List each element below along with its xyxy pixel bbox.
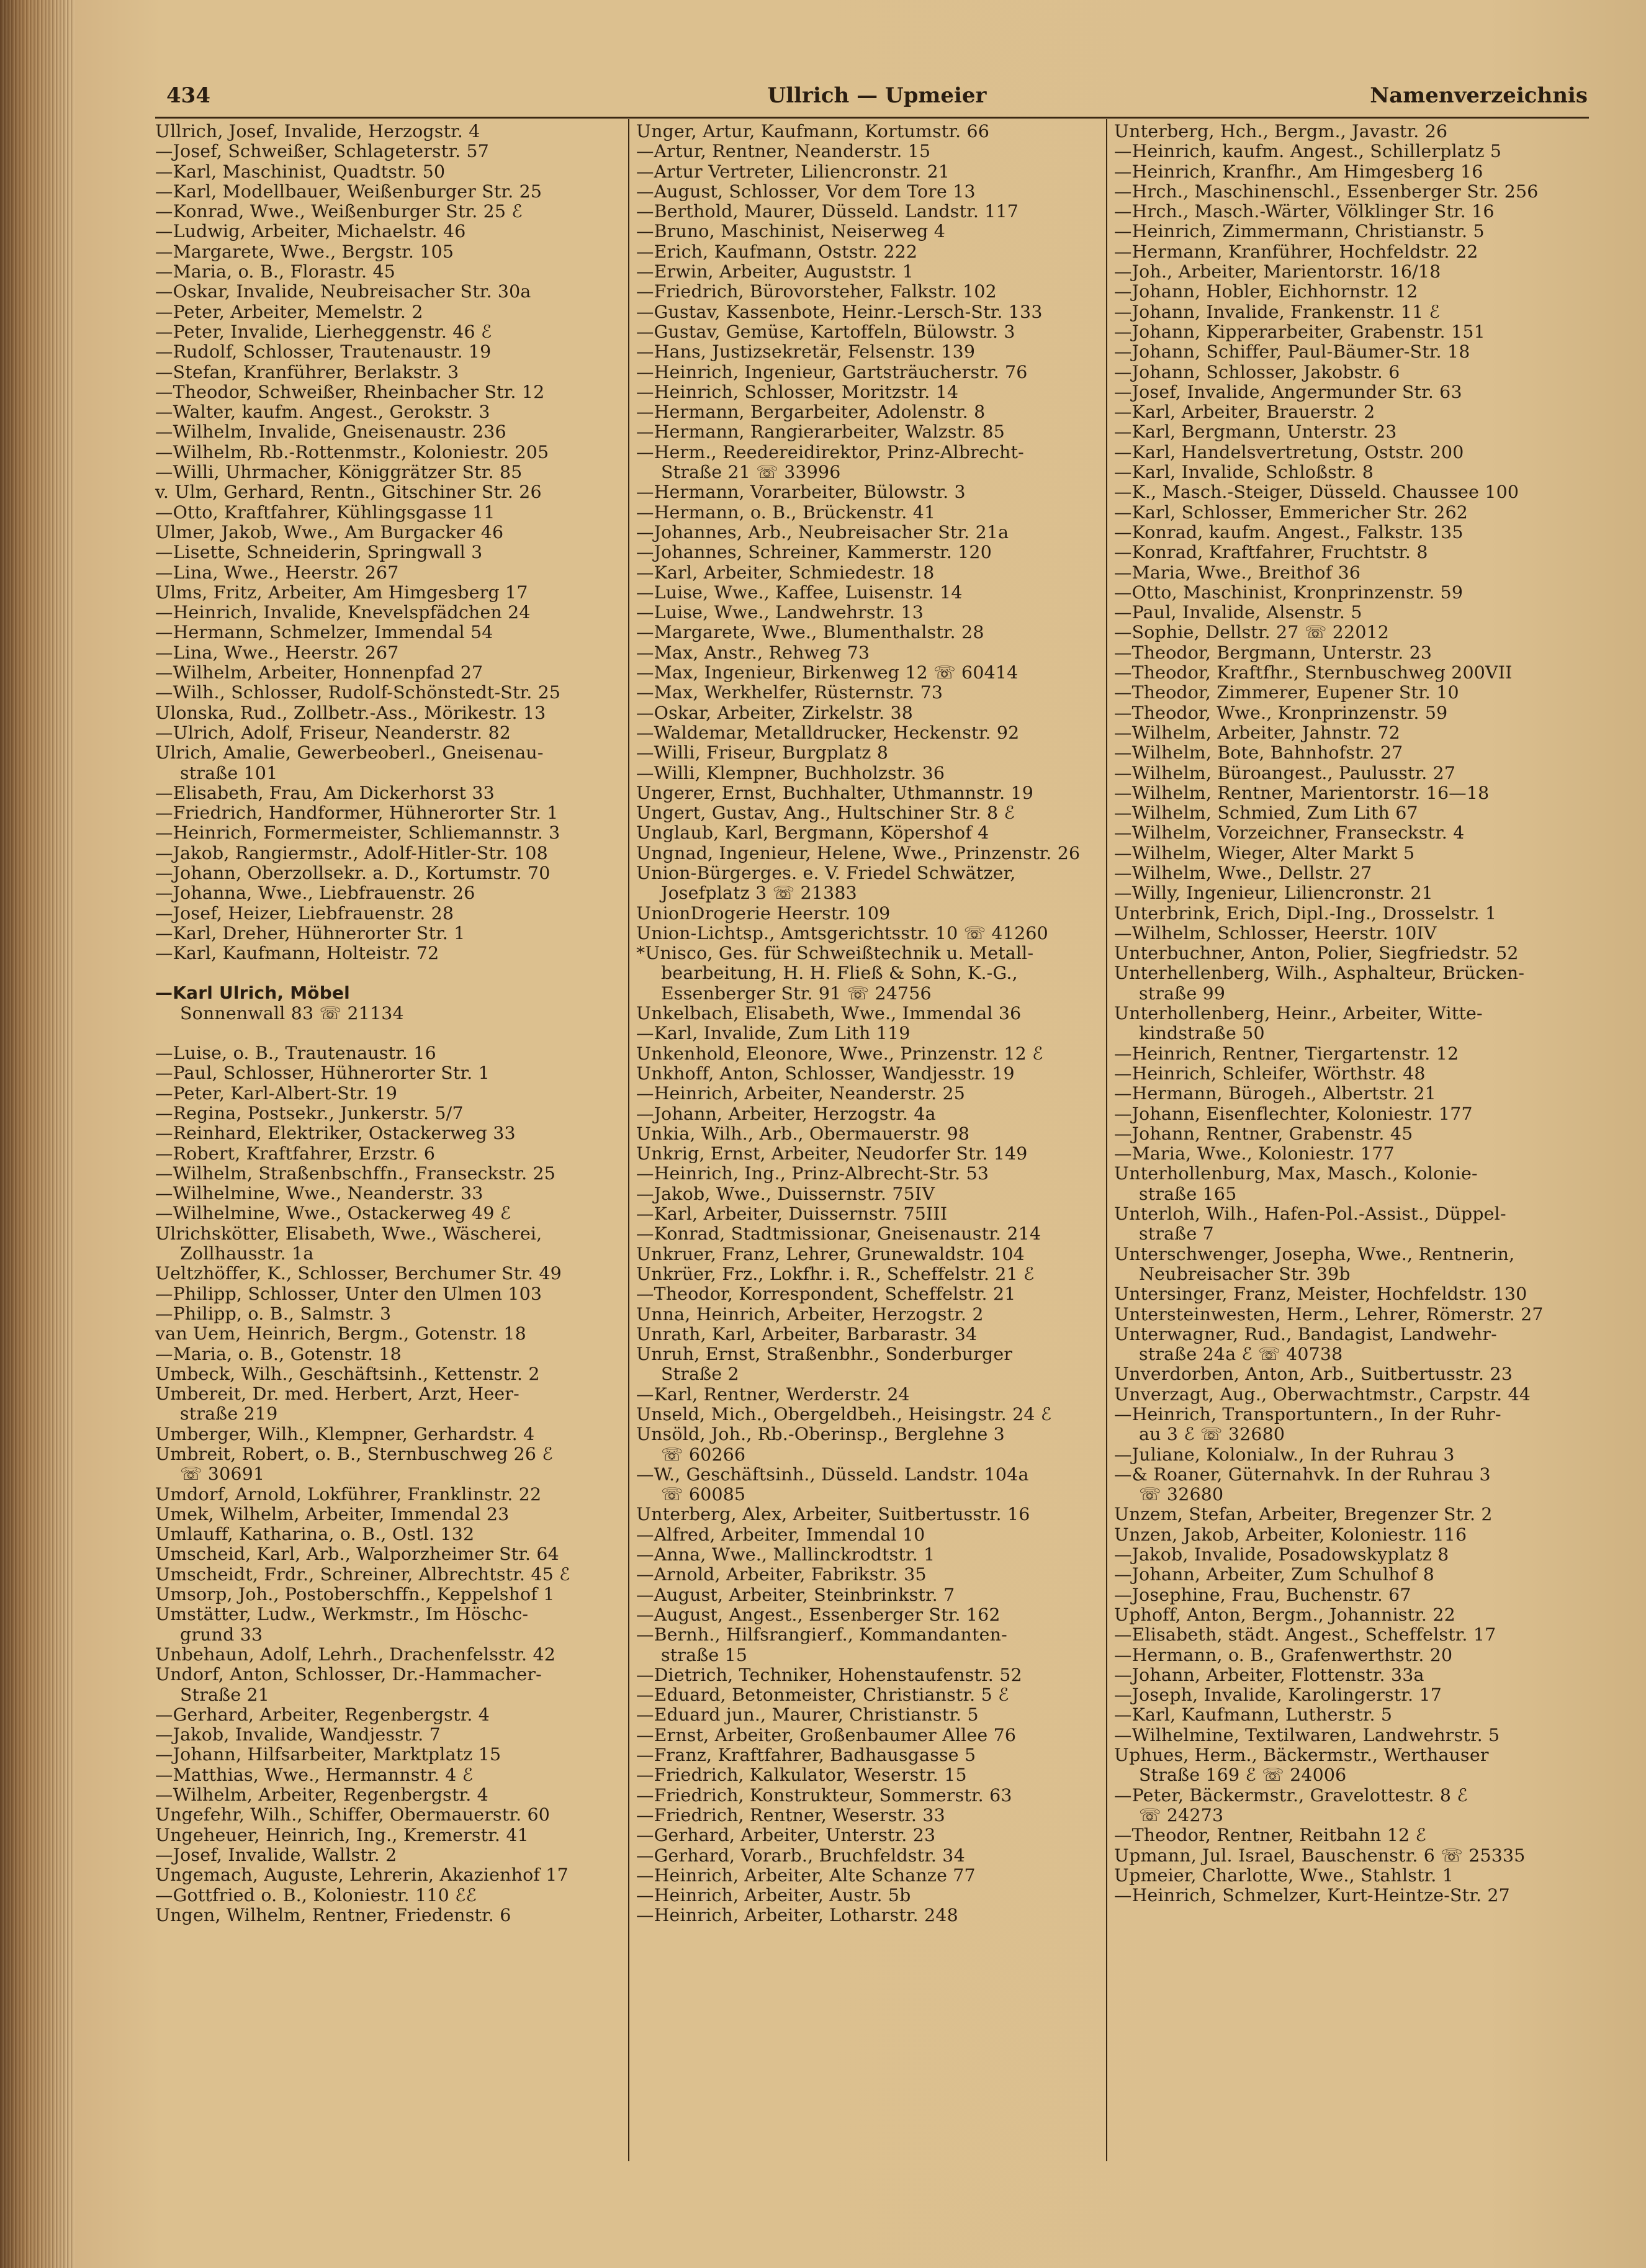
directory-entry: Umstätter, Ludw., Werkmstr., Im Höschc-	[155, 1604, 529, 1625]
directory-entry: Unna, Heinrich, Arbeiter, Herzogstr. 2	[636, 1303, 984, 1325]
directory-entry: Zollhausstr. 1a	[180, 1243, 314, 1264]
directory-entry: —Johann, Kipperarbeiter, Grabenstr. 151	[1114, 321, 1485, 342]
directory-entry: —Wilhelm, Büroangest., Paulusstr. 27	[1114, 762, 1456, 783]
directory-entry: Ulms, Fritz, Arbeiter, Am Himgesberg 17	[155, 582, 528, 603]
directory-entry: —Lina, Wwe., Heerstr. 267	[155, 642, 399, 663]
directory-entry: Upmann, Jul. Israel, Bauschenstr. 6 ☏ 25335	[1114, 1845, 1526, 1866]
directory-entry: —Erwin, Arbeiter, Auguststr. 1	[636, 261, 914, 282]
directory-entry: —Karl, Invalide, Zum Lith 119	[636, 1023, 911, 1044]
directory-entry: —Franz, Kraftfahrer, Badhausgasse 5	[636, 1745, 976, 1766]
header-rule	[155, 117, 1589, 119]
directory-entry: Ulrich, Amalie, Gewerbeoberl., Gneisenau-	[155, 742, 544, 763]
directory-entry: —Jakob, Rangiermstr., Adolf-Hitler-Str. 108	[155, 842, 548, 863]
directory-entry: —Hermann, Schmelzer, Immendal 54	[155, 622, 493, 643]
directory-entry: —Konrad, Stadtmissionar, Gneisenaustr. 214	[636, 1223, 1041, 1244]
directory-entry: —Erich, Kaufmann, Oststr. 222	[636, 241, 918, 262]
directory-entry: —Jakob, Invalide, Posadowskyplatz 8	[1114, 1544, 1449, 1565]
directory-entry: —Wilhelm, Arbeiter, Honnenpfad 27	[155, 662, 483, 683]
directory-entry: Ungerer, Ernst, Buchhalter, Uthmannstr. 19	[636, 782, 1034, 803]
column-divider	[1106, 119, 1107, 2161]
directory-entry: Umberger, Wilh., Klempner, Gerhardstr. 4	[155, 1423, 535, 1444]
directory-entry: Union-Bürgerges. e. V. Friedel Schwätzer,	[636, 862, 1016, 883]
directory-entry: —Hrch., Masch.-Wärter, Völklinger Str. 16	[1114, 201, 1495, 222]
directory-entry: —Heinrich, Rentner, Tiergartenstr. 12	[1114, 1043, 1459, 1064]
directory-entry: —Karl Ulrich, Möbel	[155, 983, 350, 1004]
directory-entry: —Arnold, Arbeiter, Fabrikstr. 35	[636, 1564, 927, 1585]
directory-entry: ☏ 24273	[1139, 1804, 1224, 1825]
directory-entry: —Johann, Schiffer, Paul-Bäumer-Str. 18	[1114, 341, 1470, 362]
directory-entry: —Johann, Oberzollsekr. a. D., Kortumstr. 70	[155, 862, 551, 883]
directory-entry: —Karl, Arbeiter, Brauerstr. 2	[1114, 402, 1375, 423]
directory-entry: —Berthold, Maurer, Düsseld. Landstr. 117	[636, 201, 1019, 222]
directory-entry: —Karl, Handelsvertretung, Oststr. 200	[1114, 441, 1464, 462]
directory-entry: —Wilhelm, Straßenbschffn., Franseckstr. 25	[155, 1163, 556, 1184]
directory-entry: —Johann, Rentner, Grabenstr. 45	[1114, 1123, 1413, 1144]
directory-entry: —Karl, Arbeiter, Duissernstr. 75III	[636, 1204, 948, 1225]
directory-entry: Uphues, Herm., Bäckermstr., Werthauser	[1114, 1745, 1489, 1766]
directory-entry: kindstraße 50	[1139, 1023, 1265, 1044]
directory-entry: Straße 169 ℰ ☏ 24006	[1139, 1765, 1347, 1786]
directory-entry: —Reinhard, Elektriker, Ostackerweg 33	[155, 1123, 516, 1144]
directory-entry: Unseld, Mich., Obergeldbeh., Heisingstr. 24 ℰ	[636, 1404, 1052, 1424]
directory-column-2	[636, 122, 1095, 1926]
directory-entry: —Hermann, Vorarbeiter, Bülowstr. 3	[636, 482, 966, 503]
directory-entry: —Wilhelm, Wwe., Dellstr. 27	[1114, 862, 1372, 883]
directory-entry: —Theodor, Schweißer, Rheinbacher Str. 12	[155, 381, 545, 402]
directory-entry: ☏ 60266	[661, 1444, 746, 1465]
directory-entry: —Peter, Arbeiter, Memelstr. 2	[155, 301, 423, 322]
directory-entry: —Heinrich, Schlosser, Moritzstr. 14	[636, 381, 959, 402]
directory-entry: Unverdorben, Anton, Arb., Suitbertusstr. 23	[1114, 1364, 1513, 1385]
directory-entry: straße 219	[180, 1403, 278, 1424]
directory-entry: —Heinrich, Ingenieur, Gartsträucherstr. 76	[636, 361, 1028, 382]
directory-entry: *Unisco, Ges. für Schweißtechnik u. Metall-	[636, 943, 1034, 964]
directory-entry: —Heinrich, Arbeiter, Austr. 5b	[636, 1885, 911, 1906]
directory-entry: Ulonska, Rud., Zollbetr.-Ass., Mörikestr. 13	[155, 702, 546, 723]
directory-entry: —Heinrich, Arbeiter, Neanderstr. 25	[636, 1083, 966, 1104]
directory-entry: Essenberger Str. 91 ☏ 24756	[661, 983, 932, 1004]
directory-entry: Unterloh, Wilh., Hafen-Pol.-Assist., Düppel-	[1114, 1204, 1506, 1225]
directory-entry: —Konrad, Wwe., Weißenburger Str. 25 ℰ	[155, 201, 523, 222]
directory-entry: —Robert, Kraftfahrer, Erzstr. 6	[155, 1143, 436, 1164]
directory-entry: —Friedrich, Kalkulator, Weserstr. 15	[636, 1765, 967, 1786]
directory-entry: —Heinrich, Invalide, Knevelspfädchen 24	[155, 602, 531, 623]
directory-entry: —Johann, Schlosser, Jakobstr. 6	[1114, 361, 1400, 382]
directory-entry: Unterbuchner, Anton, Polier, Siegfriedstr. 52	[1114, 943, 1519, 964]
directory-entry: Unzem, Stefan, Arbeiter, Bregenzer Str. 2	[1114, 1504, 1493, 1525]
directory-entry: —Otto, Kraftfahrer, Kühlingsgasse 11	[155, 502, 495, 523]
directory-entry: —Hrch., Maschinenschl., Essenberger Str. 256	[1114, 181, 1539, 202]
directory-entry: —Eduard, Betonmeister, Christianstr. 5 ℰ	[636, 1685, 1009, 1706]
directory-entry: —Heinrich, Zimmermann, Christianstr. 5	[1114, 221, 1485, 242]
directory-entry: Neubreisacher Str. 39b	[1139, 1263, 1351, 1284]
directory-entry: —Heinrich, Kranfhr., Am Himgesberg 16	[1114, 161, 1483, 182]
directory-entry: —Heinrich, Arbeiter, Lotharstr. 248	[636, 1905, 958, 1926]
directory-entry: —Johann, Invalide, Frankenstr. 11 ℰ	[1114, 301, 1440, 322]
directory-entry: —Theodor, Korrespondent, Scheffelstr. 21	[636, 1284, 1016, 1305]
directory-entry: —Otto, Maschinist, Kronprinzenstr. 59	[1114, 582, 1464, 603]
directory-entry: —Friedrich, Handformer, Hühnerorter Str. 1	[155, 803, 559, 824]
directory-entry: —Gerhard, Arbeiter, Unterstr. 23	[636, 1825, 936, 1846]
directory-entry: —Josef, Invalide, Angermunder Str. 63	[1114, 381, 1462, 402]
directory-entry: Unglaub, Karl, Bergmann, Köpershof 4	[636, 822, 989, 844]
directory-entry: —Hermann, Kranführer, Hochfeldstr. 22	[1114, 241, 1478, 262]
directory-entry: —Hermann, Rangierarbeiter, Walzstr. 85	[636, 421, 1005, 443]
directory-entry: straße 24a ℰ ☏ 40738	[1139, 1344, 1343, 1365]
directory-entry: Ungert, Gustav, Ang., Hultschiner Str. 8 ℰ	[636, 803, 1015, 824]
directory-entry: —Jakob, Wwe., Duissernstr. 75IV	[636, 1183, 935, 1204]
directory-entry: —Gustav, Gemüse, Kartoffeln, Bülowstr. 3	[636, 321, 1015, 342]
directory-entry: van Uem, Heinrich, Bergm., Gotenstr. 18	[155, 1323, 526, 1344]
directory-entry: Sonnenwall 83 ☏ 21134	[180, 1002, 404, 1024]
directory-entry: straße 7	[1139, 1223, 1214, 1244]
directory-entry: Straße 21 ☏ 33996	[661, 462, 841, 483]
directory-entry: —Herm., Reedereidirektor, Prinz-Albrecht-	[636, 441, 1024, 462]
section-title: Namenverzeichnis	[1370, 83, 1588, 108]
directory-entry: —Hans, Justizsekretär, Felsenstr. 139	[636, 341, 976, 362]
directory-entry: —Matthias, Wwe., Hermannstr. 4 ℰ	[155, 1764, 474, 1785]
directory-entry: —Ernst, Arbeiter, Großenbaumer Allee 76	[636, 1724, 1017, 1745]
directory-entry: —Willi, Uhrmacher, Königgrätzer Str. 85	[155, 462, 523, 483]
directory-entry: —Stefan, Kranführer, Berlakstr. 3	[155, 361, 459, 382]
directory-entry: Unkruer, Franz, Lehrer, Grunewaldstr. 104	[636, 1243, 1025, 1264]
directory-entry: —Hermann, o. B., Brückenstr. 41	[636, 502, 936, 523]
directory-entry: —Margarete, Wwe., Blumenthalstr. 28	[636, 622, 984, 643]
directory-entry: Ungemach, Auguste, Lehrerin, Akazienhof 17	[155, 1865, 569, 1886]
directory-entry: —Maria, o. B., Florastr. 45	[155, 261, 395, 282]
directory-entry: Umsorp, Joh., Postoberschffn., Keppelshof 1	[155, 1584, 555, 1605]
directory-entry: Uphoff, Anton, Bergm., Johannistr. 22	[1114, 1604, 1455, 1625]
directory-entry: —Heinrich, Ing., Prinz-Albrecht-Str. 53	[636, 1163, 989, 1184]
directory-entry: Ulrichskötter, Elisabeth, Wwe., Wäscherei,	[155, 1223, 542, 1244]
directory-entry: ☏ 60085	[661, 1484, 746, 1505]
directory-entry: —Wilhelm, Arbeiter, Jahnstr. 72	[1114, 722, 1400, 743]
directory-entry: Ungnad, Ingenieur, Helene, Wwe., Prinzenstr. 26	[636, 842, 1081, 863]
directory-entry: —Joseph, Invalide, Karolingerstr. 17	[1114, 1685, 1442, 1706]
directory-entry: —Johann, Arbeiter, Herzogstr. 4a	[636, 1103, 936, 1124]
directory-entry: Umbeck, Wilh., Geschäftsinh., Kettenstr. 2	[155, 1363, 540, 1384]
directory-entry: —Luise, Wwe., Landwehrstr. 13	[636, 602, 924, 623]
directory-entry: —Margarete, Wwe., Bergstr. 105	[155, 241, 454, 262]
directory-entry: —Heinrich, Schleifer, Wörthstr. 48	[1114, 1063, 1426, 1084]
directory-entry: —Karl, Kaufmann, Holteistr. 72	[155, 943, 439, 964]
directory-entry: —Karl, Dreher, Hühnerorter Str. 1	[155, 922, 465, 943]
directory-entry: —Heinrich, Arbeiter, Alte Schanze 77	[636, 1865, 976, 1886]
directory-entry: —Heinrich, Transportuntern., In der Ruhr-	[1114, 1404, 1501, 1424]
directory-entry: Umdorf, Arnold, Lokführer, Franklinstr. 22	[155, 1483, 542, 1505]
directory-entry: Unruh, Ernst, Straßenbhr., Sonderburger	[636, 1344, 1013, 1365]
directory-entry: —Oskar, Invalide, Neubreisacher Str. 30a	[155, 281, 531, 302]
directory-entry: —Wilhelm, Arbeiter, Regenbergstr. 4	[155, 1784, 488, 1806]
directory-entry: Unterwagner, Rud., Bandagist, Landwehr-	[1114, 1323, 1497, 1344]
directory-entry: —Dietrich, Techniker, Hohenstaufenstr. 52	[636, 1664, 1022, 1685]
directory-entry: —Bernh., Hilfsrangierf., Kommandanten-	[636, 1624, 1007, 1645]
directory-entry: —Johann, Hilfsarbeiter, Marktplatz 15	[155, 1744, 501, 1765]
directory-entry: —Maria, Wwe., Koloniestr. 177	[1114, 1143, 1395, 1164]
directory-column-1	[155, 122, 614, 1925]
directory-entry: —Wilhelm, Vorzeichner, Franseckstr. 4	[1114, 822, 1465, 844]
directory-entry: —Max, Anstr., Rehweg 73	[636, 642, 870, 663]
directory-entry: Ullrich, Josef, Invalide, Herzogstr. 4	[155, 121, 480, 142]
directory-entry: —Heinrich, Formermeister, Schliemannstr. 3	[155, 822, 560, 844]
directory-entry: Unkhoff, Anton, Schlosser, Wandjesstr. 19	[636, 1063, 1015, 1084]
directory-entry: —Regina, Postsekr., Junkerstr. 5/7	[155, 1102, 464, 1123]
directory-entry: —Alfred, Arbeiter, Immendal 10	[636, 1524, 925, 1545]
directory-entry: —Gerhard, Arbeiter, Regenbergstr. 4	[155, 1704, 490, 1725]
directory-entry: Umek, Wilhelm, Arbeiter, Immendal 23	[155, 1503, 510, 1524]
directory-entry: au 3 ℰ ☏ 32680	[1139, 1424, 1285, 1445]
directory-entry: grund 33	[180, 1624, 263, 1645]
directory-entry: —August, Schlosser, Vor dem Tore 13	[636, 181, 976, 202]
directory-entry: Ulmer, Jakob, Wwe., Am Burgacker 46	[155, 521, 504, 542]
directory-entry: —Karl, Invalide, Schloßstr. 8	[1114, 462, 1374, 483]
directory-entry: —Jakob, Invalide, Wandjesstr. 7	[155, 1724, 441, 1745]
directory-entry: —Theodor, Kraftfhr., Sternbuschweg 200VII	[1114, 662, 1513, 683]
directory-entry: Umlauff, Katharina, o. B., Ostl. 132	[155, 1524, 475, 1545]
directory-entry: Unkrüer, Frz., Lokfhr. i. R., Scheffelstr. 21 ℰ	[636, 1263, 1035, 1284]
directory-entry: —Gerhard, Vorarb., Bruchfeldstr. 34	[636, 1845, 965, 1866]
directory-column-3	[1114, 122, 1573, 1906]
directory-entry: —August, Angest., Essenberger Str. 162	[636, 1604, 1001, 1625]
directory-entry: —Bruno, Maschinist, Neiserweg 4	[636, 221, 945, 242]
directory-entry: —Philipp, o. B., Salmstr. 3	[155, 1303, 392, 1324]
directory-entry: —Elisabeth, städt. Angest., Scheffelstr. 17	[1114, 1624, 1496, 1645]
directory-entry: —Friedrich, Rentner, Weserstr. 33	[636, 1804, 945, 1825]
directory-entry: —Karl, Schlosser, Emmericher Str. 262	[1114, 502, 1468, 523]
directory-entry: —Gustav, Kassenbote, Heinr.-Lersch-Str. 133	[636, 301, 1043, 322]
directory-entry: Untersteinwesten, Herm., Lehrer, Römerstr. 27	[1114, 1303, 1544, 1325]
directory-entry: Unverzagt, Aug., Oberwachtmstr., Carpstr. 44	[1114, 1384, 1531, 1405]
page-number: 434	[166, 83, 210, 108]
directory-entry: —Waldemar, Metalldrucker, Heckenstr. 92	[636, 722, 1020, 743]
directory-entry: —Max, Werkhelfer, Rüsternstr. 73	[636, 682, 943, 703]
directory-entry: —Willi, Friseur, Burgplatz 8	[636, 742, 889, 763]
directory-entry: —Konrad, Kraftfahrer, Fruchtstr. 8	[1114, 542, 1428, 563]
page-header	[166, 79, 1588, 117]
directory-entry: Unbehaun, Adolf, Lehrh., Drachenfelsstr. 42	[155, 1644, 555, 1665]
directory-entry: —August, Arbeiter, Steinbrinkstr. 7	[636, 1584, 955, 1605]
column-divider	[628, 119, 629, 2161]
directory-entry: —Luise, Wwe., Kaffee, Luisenstr. 14	[636, 582, 963, 603]
directory-entry: —Johanna, Wwe., Liebfrauenstr. 26	[155, 883, 475, 904]
directory-entry: Unkrig, Ernst, Arbeiter, Neudorfer Str. 149	[636, 1143, 1028, 1164]
directory-entry: straße 101	[180, 762, 278, 783]
directory-entry: —Wilh., Schlosser, Rudolf-Schönstedt-Str. 25	[155, 682, 561, 703]
directory-entry: Unterberg, Alex, Arbeiter, Suitbertusstr. 16	[636, 1504, 1030, 1525]
directory-entry: —Konrad, kaufm. Angest., Falkstr. 135	[1114, 521, 1464, 542]
directory-entry: —Wilhelm, Schmied, Zum Lith 67	[1114, 803, 1418, 824]
directory-entry: —Artur, Rentner, Neanderstr. 15	[636, 141, 931, 162]
directory-entry: —Wilhelm, Bote, Bahnhofstr. 27	[1114, 742, 1403, 763]
directory-entry: ☏ 30691	[180, 1464, 265, 1485]
directory-entry: —Friedrich, Konstrukteur, Sommerstr. 63	[636, 1784, 1012, 1806]
directory-entry: Umbreit, Robert, o. B., Sternbuschweg 26 ℰ	[155, 1444, 553, 1464]
directory-entry: Unzen, Jakob, Arbeiter, Koloniestr. 116	[1114, 1524, 1467, 1545]
directory-entry: straße 165	[1139, 1183, 1237, 1204]
directory-entry: —Josef, Invalide, Wallstr. 2	[155, 1844, 397, 1865]
directory-entry: —Sophie, Dellstr. 27 ☏ 22012	[1114, 622, 1390, 643]
directory-entry: —Artur Vertreter, Liliencronstr. 21	[636, 161, 950, 182]
directory-entry: —Karl, Arbeiter, Schmiedestr. 18	[636, 562, 935, 583]
directory-entry: —Wilhelm, Schlosser, Heerstr. 10IV	[1114, 922, 1437, 943]
directory-entry: —Willi, Klempner, Buchholzstr. 36	[636, 762, 945, 783]
directory-entry: Unkenhold, Eleonore, Wwe., Prinzenstr. 12 ℰ	[636, 1043, 1043, 1064]
directory-entry: —Karl, Bergmann, Unterstr. 23	[1114, 421, 1397, 443]
directory-entry: —Eduard jun., Maurer, Christianstr. 5	[636, 1704, 979, 1726]
directory-entry: —W., Geschäftsinh., Düsseld. Landstr. 104a	[636, 1464, 1029, 1485]
directory-entry: —Wilhelmine, Wwe., Ostackerweg 49 ℰ	[155, 1203, 511, 1224]
directory-entry: —Heinrich, Schmelzer, Kurt-Heintze-Str. 27	[1114, 1885, 1510, 1906]
directory-entry: —Wilhelmine, Textilwaren, Landwehrstr. 5	[1114, 1724, 1500, 1745]
directory-entry: Straße 2	[661, 1364, 739, 1385]
directory-entry: —K., Masch.-Steiger, Düsseld. Chaussee 100	[1114, 482, 1519, 503]
directory-entry: Upmeier, Charlotte, Wwe., Stahlstr. 1	[1114, 1865, 1454, 1886]
directory-entry: ☏ 32680	[1139, 1484, 1224, 1505]
directory-entry: —Lina, Wwe., Heerstr. 267	[155, 562, 399, 583]
directory-entry: —Gottfried o. B., Koloniestr. 110 ℰℰ	[155, 1884, 477, 1906]
directory-entry: Ungen, Wilhelm, Rentner, Friedenstr. 6	[155, 1904, 511, 1925]
directory-entry: —Wilhelmine, Wwe., Neanderstr. 33	[155, 1183, 483, 1204]
directory-entry: Ueltzhöffer, K., Schlosser, Berchumer Str. 49	[155, 1263, 562, 1284]
directory-entry: Unterhollenburg, Max, Masch., Kolonie-	[1114, 1163, 1478, 1184]
directory-entry: Umbereit, Dr. med. Herbert, Arzt, Heer-	[155, 1384, 519, 1405]
directory-entry: —Philipp, Schlosser, Unter den Ulmen 103	[155, 1283, 542, 1304]
directory-entry: Unkelbach, Elisabeth, Wwe., Immendal 36	[636, 1003, 1022, 1024]
directory-entry: v. Ulm, Gerhard, Rentn., Gitschiner Str. 26	[155, 482, 542, 503]
directory-entry: —Maria, o. B., Gotenstr. 18	[155, 1343, 402, 1364]
directory-entry: —Lisette, Schneiderin, Springwall 3	[155, 542, 483, 563]
directory-entry: —Peter, Invalide, Lierheggenstr. 46 ℰ	[155, 321, 492, 342]
directory-entry: Unsöld, Joh., Rb.-Oberinsp., Berglehne 3	[636, 1424, 1005, 1445]
directory-entry: bearbeitung, H. H. Fließ & Sohn, K.-G.,	[661, 963, 1018, 984]
directory-entry: Umscheidt, Frdr., Schreiner, Albrechtstr. 45 ℰ	[155, 1564, 570, 1585]
directory-entry: —Oskar, Arbeiter, Zirkelstr. 38	[636, 702, 913, 723]
directory-entry: —Rudolf, Schlosser, Trautenaustr. 19	[155, 341, 492, 362]
directory-entry: —Wilhelm, Rb.-Rottenmstr., Koloniestr. 205	[155, 441, 549, 462]
directory-entry: Umscheid, Karl, Arb., Walporzheimer Str. 64	[155, 1544, 559, 1565]
directory-entry: —Wilhelm, Wieger, Alter Markt 5	[1114, 842, 1415, 863]
directory-entry: Unterbrink, Erich, Dipl.-Ing., Drosselstr. 1	[1114, 902, 1497, 924]
directory-entry: —Theodor, Wwe., Kronprinzenstr. 59	[1114, 702, 1448, 723]
directory-entry: Unterhollenberg, Heinr., Arbeiter, Witte-	[1114, 1003, 1483, 1024]
directory-entry: —Heinrich, kaufm. Angest., Schillerplatz 5	[1114, 141, 1502, 162]
directory-entry: Unger, Artur, Kaufmann, Kortumstr. 66	[636, 121, 990, 142]
directory-entry: straße 99	[1139, 983, 1226, 1004]
directory-entry: —Juliane, Kolonialw., In der Ruhrau 3	[1114, 1444, 1455, 1465]
directory-entry: —Friedrich, Bürovorsteher, Falkstr. 102	[636, 281, 997, 302]
directory-entry: —Hermann, Bürogeh., Albertstr. 21	[1114, 1083, 1436, 1104]
directory-entry: —Karl, Rentner, Werderstr. 24	[636, 1384, 910, 1405]
directory-entry: —Karl, Kaufmann, Lutherstr. 5	[1114, 1704, 1393, 1726]
directory-entry: —Josef, Heizer, Liebfrauenstr. 28	[155, 902, 454, 924]
directory-entry: Straße 21	[180, 1684, 270, 1705]
directory-entry: —& Roaner, Güternahvk. In der Ruhrau 3	[1114, 1464, 1491, 1485]
directory-entry: —Paul, Schlosser, Hühnerorter Str. 1	[155, 1063, 490, 1084]
directory-entry: Union-Lichtsp., Amtsgerichtsstr. 10 ☏ 41260	[636, 922, 1048, 943]
directory-entry: Undorf, Anton, Schlosser, Dr.-Hammacher-	[155, 1664, 542, 1685]
directory-entry: —Johann, Arbeiter, Flottenstr. 33a	[1114, 1664, 1424, 1685]
directory-entry: —Luise, o. B., Trautenaustr. 16	[155, 1043, 436, 1064]
directory-entry: —Karl, Maschinist, Quadtstr. 50	[155, 161, 446, 182]
directory-entry: —Hermann, o. B., Grafenwerthstr. 20	[1114, 1644, 1453, 1665]
directory-entry: —Willy, Ingenieur, Liliencronstr. 21	[1114, 883, 1433, 904]
directory-entry: —Josef, Schweißer, Schlageterstr. 57	[155, 141, 490, 162]
directory-entry: Untersinger, Franz, Meister, Hochfeldstr. 130	[1114, 1284, 1527, 1305]
book-page-edges	[0, 0, 74, 2268]
directory-entry: —Theodor, Bergmann, Unterstr. 23	[1114, 642, 1432, 663]
directory-entry: —Walter, kaufm. Angest., Gerokstr. 3	[155, 402, 490, 423]
directory-entry: —Joh., Arbeiter, Marientorstr. 16/18	[1114, 261, 1441, 282]
directory-entry: UnionDrogerie Heerstr. 109	[636, 902, 891, 924]
directory-entry: —Johann, Eisenflechter, Koloniestr. 177	[1114, 1103, 1473, 1124]
directory-entry: —Johann, Arbeiter, Zum Schulhof 8	[1114, 1564, 1435, 1585]
directory-entry: —Ulrich, Adolf, Friseur, Neanderstr. 82	[155, 722, 511, 743]
directory-entry: Ungeheuer, Heinrich, Ing., Kremerstr. 41	[155, 1824, 529, 1845]
directory-entry: —Paul, Invalide, Alsenstr. 5	[1114, 602, 1362, 623]
directory-entry: —Josephine, Frau, Buchenstr. 67	[1114, 1584, 1411, 1605]
page-title: Ullrich — Upmeier	[767, 83, 987, 108]
directory-entry: straße 15	[661, 1644, 748, 1665]
directory-entry: —Anna, Wwe., Mallinckrodtstr. 1	[636, 1544, 935, 1565]
directory-entry: —Ludwig, Arbeiter, Michaelstr. 46	[155, 221, 466, 242]
directory-entry: —Theodor, Rentner, Reitbahn 12 ℰ	[1114, 1825, 1426, 1846]
directory-entry: —Wilhelm, Invalide, Gneisenaustr. 236	[155, 421, 506, 443]
directory-entry: —Hermann, Bergarbeiter, Adolenstr. 8	[636, 402, 986, 423]
directory-entry: —Johann, Hobler, Eichhornstr. 12	[1114, 281, 1418, 302]
directory-entry: —Peter, Bäckermstr., Gravelottestr. 8 ℰ	[1114, 1784, 1468, 1806]
directory-entry: —Johannes, Schreiner, Kammerstr. 120	[636, 542, 992, 563]
directory-entry: Unrath, Karl, Arbeiter, Barbarastr. 34	[636, 1323, 978, 1344]
directory-entry: Unterhellenberg, Wilh., Asphalteur, Brücken-	[1114, 963, 1525, 984]
directory-entry: Unterberg, Hch., Bergm., Javastr. 26	[1114, 121, 1448, 142]
directory-entry: Unterschwenger, Josepha, Wwe., Rentnerin,	[1114, 1243, 1515, 1264]
directory-entry: Josefplatz 3 ☏ 21383	[661, 883, 857, 904]
directory-entry: —Max, Ingenieur, Birkenweg 12 ☏ 60414	[636, 662, 1019, 683]
directory-entry: —Karl, Modellbauer, Weißenburger Str. 25	[155, 181, 542, 202]
directory-entry: Ungefehr, Wilh., Schiffer, Obermauerstr. 60	[155, 1804, 551, 1825]
directory-entry: —Theodor, Zimmerer, Eupener Str. 10	[1114, 682, 1459, 703]
directory-entry: —Johannes, Arb., Neubreisacher Str. 21a	[636, 521, 1009, 542]
directory-entry: —Maria, Wwe., Breithof 36	[1114, 562, 1361, 583]
directory-entry: —Elisabeth, Frau, Am Dickerhorst 33	[155, 782, 495, 803]
directory-entry: —Wilhelm, Rentner, Marientorstr. 16—18	[1114, 782, 1490, 803]
directory-entry: —Peter, Karl-Albert-Str. 19	[155, 1082, 398, 1104]
directory-entry: Unkia, Wilh., Arb., Obermauerstr. 98	[636, 1123, 970, 1144]
